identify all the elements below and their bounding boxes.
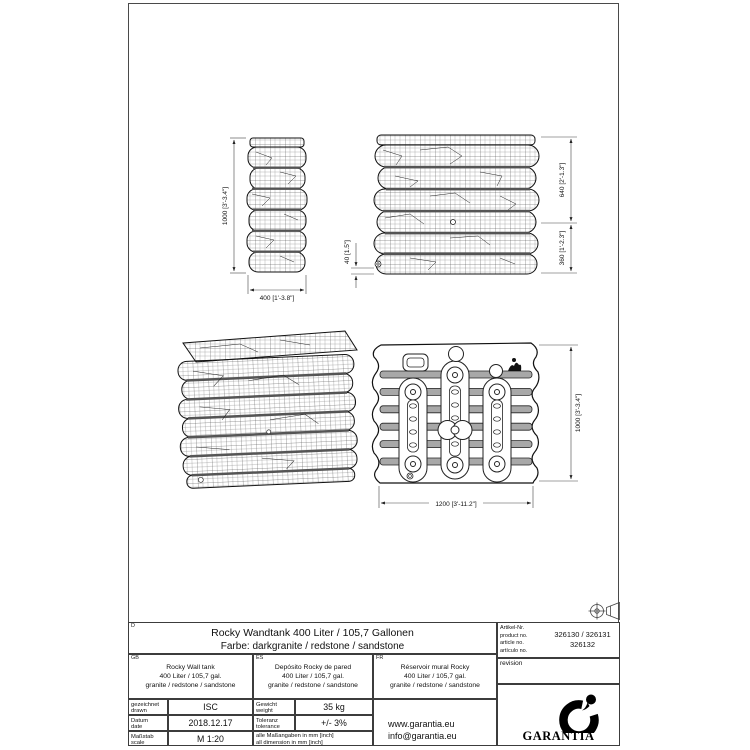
front-view: [374, 135, 539, 274]
brand-cell: [497, 684, 620, 746]
dimension-back-height: [539, 345, 582, 481]
back-view: [372, 343, 539, 483]
dimension-front-right: [541, 137, 577, 273]
dimension-front-lip: [344, 240, 374, 288]
website-text: www.garantia.eu: [388, 719, 455, 729]
drawing-title: Rocky Wandtank 400 Liter / 105,7 Gallonen: [211, 627, 414, 639]
scale-value: M 1:20: [168, 731, 253, 746]
scale-label: Maßstab scale: [128, 731, 168, 746]
tank-port: [490, 365, 503, 378]
date-value: 2018.12.17: [168, 715, 253, 731]
article-cell: [497, 622, 620, 658]
lang-cell-es: ES Depósito Rocky de pared 400 Liter / 105,7 gal. granite / redstone / sandstone: [253, 654, 373, 699]
dim-side-height-label: 1000 [3'-3.4"]: [222, 186, 229, 226]
revision-cell: [497, 658, 620, 684]
weight-label: Gewicht weight: [253, 699, 295, 715]
isometric-view: [177, 331, 359, 489]
dimension-side-height: [222, 138, 246, 273]
dim-front-lower-label: 360 [1'-2.3"]: [559, 230, 566, 266]
dim-front-upper-label: 640 [2'-1.3"]: [559, 162, 566, 198]
drawn-value: ISC: [168, 699, 253, 715]
article-numbers: 326130 / 326131 326132: [554, 630, 611, 649]
dim-front-lip-label: 40 [1.5"]: [344, 240, 351, 264]
side-view: [247, 138, 307, 272]
tank-inlet: [449, 347, 464, 362]
dimension-back-width: [379, 486, 533, 508]
tolerance-label: Toleranz tolerance: [253, 715, 295, 731]
dimension-side-width: [248, 275, 306, 302]
tank-channel-right: [483, 378, 511, 482]
date-label: Datum date: [128, 715, 168, 731]
units-note: alle Maßangaben in mm [inch] all dimension in mm [inch]: [253, 731, 373, 746]
brand-wordmark: GARANTIA: [522, 729, 595, 743]
garantia-logo-icon: [498, 686, 620, 733]
tank-channel-center: [441, 361, 469, 479]
weight-value: 35 kg: [295, 699, 373, 715]
email-text: info@garantia.eu: [388, 730, 457, 741]
tolerance-value: +/- 3%: [295, 715, 373, 731]
drawing-subtitle: Farbe: darkgranite / redstone / sandstone: [220, 641, 405, 652]
lang-cell-gb: GB Rocky Wall tank 400 Liter / 105,7 gal. granite / redstone / sandstone: [128, 654, 253, 699]
title-cell: [128, 622, 497, 654]
dim-back-width-label: 1200 [3'-11.2"]: [435, 501, 477, 508]
tank-channel-left: [399, 378, 427, 482]
projection-symbol-icon: [589, 603, 620, 620]
drawn-label: gezeichnet drawn: [128, 699, 168, 715]
dim-side-width-label: 400 [1'-3.8"]: [259, 295, 295, 302]
zone-label: D: [131, 623, 135, 629]
contact-cell: [373, 699, 497, 746]
tank-recess: [403, 354, 428, 371]
dim-back-height-label: 1000 [3'-3.4"]: [575, 393, 582, 433]
article-labels: Artikel-Nr. product no. article no. artículo no.: [500, 625, 528, 654]
revision-label: revision: [500, 660, 523, 667]
lang-cell-fr: FR Réservoir mural Rocky 400 Liter / 105,7 gal. granite / redstone / sandstone: [373, 654, 497, 699]
